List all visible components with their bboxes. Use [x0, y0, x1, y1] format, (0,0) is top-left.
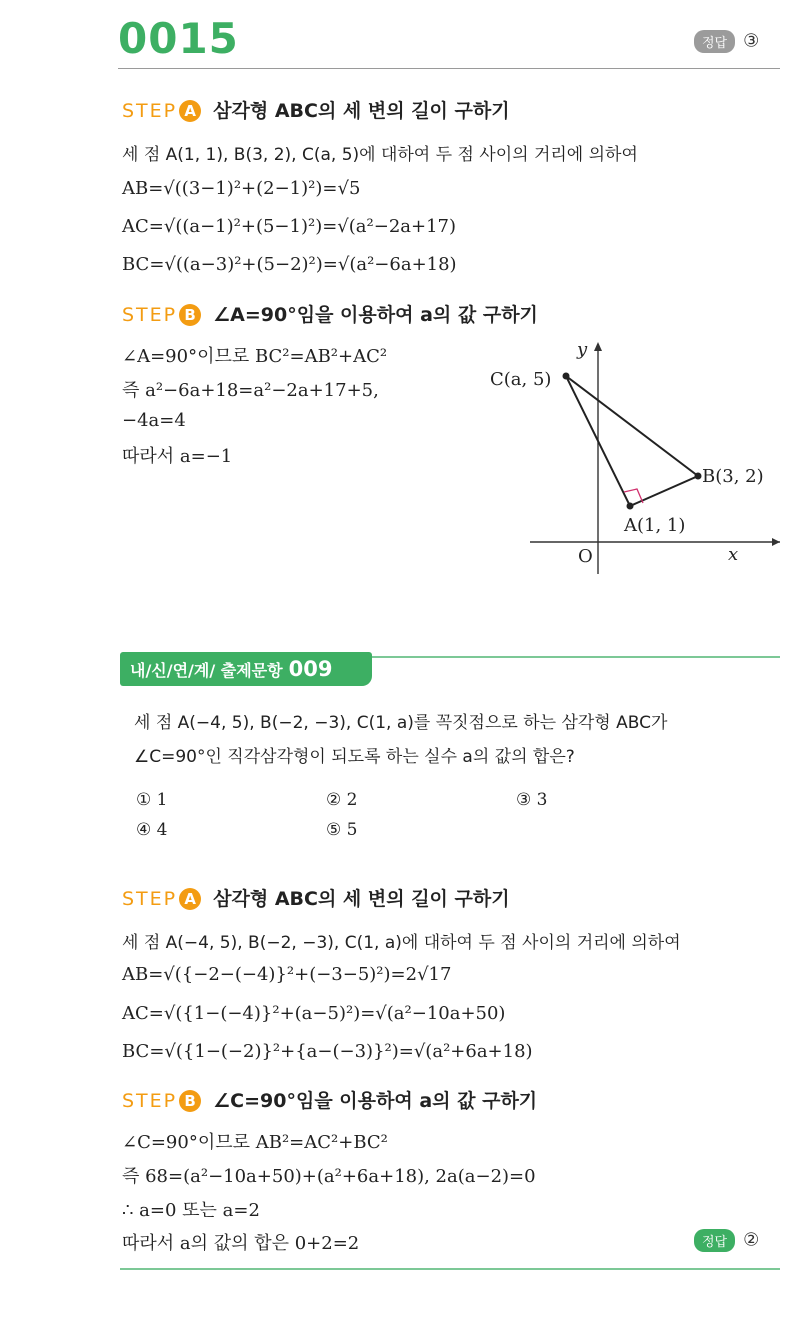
choice-1: ① 1 — [136, 790, 168, 810]
choice-4: ④ 4 — [136, 820, 168, 840]
s2-intro: 세 점 A(−4, 5), B(−2, −3), C(1, a)에 대하여 두 점 사이의 거리에 의하여 — [122, 933, 681, 953]
point-b-dot — [695, 473, 702, 480]
answer-label: 정답 — [694, 1229, 735, 1252]
step-title: ∠C=90°임을 이용하여 a의 값 구하기 — [213, 1090, 538, 1112]
y-axis-arrow — [594, 342, 602, 351]
answer-value: ③ — [743, 30, 760, 52]
s1-step-b — [122, 300, 538, 327]
s2-ac: AC=√({1−(−4)}²+(a−5)²)=√(a²−10a+50) — [122, 1003, 506, 1024]
answer-label: 정답 — [694, 30, 735, 53]
step-label: STEP — [122, 888, 178, 910]
triangle-figure — [470, 330, 790, 580]
s1-intro: 세 점 A(1, 1), B(3, 2), C(a, 5)에 대하여 두 점 사이의 거리에 의하여 — [122, 145, 638, 165]
step-title: 삼각형 ABC의 세 변의 길이 구하기 — [213, 888, 510, 910]
header-divider — [118, 68, 780, 69]
related-problem-banner — [120, 652, 372, 686]
s2-line-2: 즉 68=(a²−10a+50)+(a²+6a+18), 2a(a−2)=0 — [122, 1166, 536, 1187]
step-title: 삼각형 ABC의 세 변의 길이 구하기 — [213, 100, 510, 122]
banner-text: 내/신/연/계/ 출제문항 — [130, 661, 283, 680]
answer-box — [694, 30, 759, 53]
point-c-label: C(a, 5) — [490, 369, 552, 390]
s2-ab: AB=√({−2−(−4)}²+(−3−5)²)=2√17 — [122, 964, 452, 985]
s2-line-1: ∠C=90°이므로 AB²=AC²+BC² — [122, 1132, 388, 1153]
question-line-1: 세 점 A(−4, 5), B(−2, −3), C(1, a)를 꼭짓점으로 하는 삼각형 ABC가 — [134, 713, 668, 733]
step-title: ∠A=90°임을 이용하여 a의 값 구하기 — [213, 304, 538, 326]
step-label: STEP — [122, 304, 178, 326]
s2-line-4: 따라서 a의 값의 합은 0+2=2 — [122, 1233, 360, 1254]
x-axis-arrow — [772, 538, 780, 546]
problem-number: 0015 — [118, 14, 239, 63]
triangle-abc — [566, 376, 698, 506]
x-axis-label: x — [728, 544, 739, 565]
s2-step-a — [122, 884, 510, 911]
step-label: STEP — [122, 100, 178, 122]
step-badge: B — [179, 304, 201, 326]
choice-5: ⑤ 5 — [326, 820, 358, 840]
y-axis-label: y — [577, 339, 588, 360]
step-label: STEP — [122, 1090, 178, 1112]
choice-3: ③ 3 — [516, 790, 548, 810]
banner-number: 009 — [288, 657, 333, 681]
s2-line-3: ∴ a=0 또는 a=2 — [122, 1200, 260, 1221]
step-badge: A — [179, 100, 201, 122]
s1-bc: BC=√((a−3)²+(5−2)²)=√(a²−6a+18) — [122, 254, 457, 275]
s2-bc: BC=√({1−(−2)}²+{a−(−3)}²)=√(a²+6a+18) — [122, 1041, 533, 1062]
answer-box-2 — [694, 1229, 759, 1252]
step-badge: A — [179, 888, 201, 910]
point-c-dot — [563, 373, 570, 380]
origin-label: O — [578, 546, 593, 567]
step-badge: B — [179, 1090, 201, 1112]
s1-line-2: 즉 a²−6a+18=a²−2a+17+5, — [122, 380, 379, 401]
question-line-2: ∠C=90°인 직각삼각형이 되도록 하는 실수 a의 값의 합은? — [134, 747, 575, 767]
point-a-dot — [627, 503, 634, 510]
s1-line-3: −4a=4 — [122, 410, 186, 431]
s2-step-b — [122, 1086, 537, 1113]
s1-line-1: ∠A=90°이므로 BC²=AB²+AC² — [122, 346, 388, 367]
s1-step-a — [122, 96, 510, 123]
choice-2: ② 2 — [326, 790, 358, 810]
s1-ac: AC=√((a−1)²+(5−1)²)=√(a²−2a+17) — [122, 216, 457, 237]
point-b-label: B(3, 2) — [702, 466, 764, 487]
point-a-label: A(1, 1) — [624, 515, 686, 536]
s1-line-4: 따라서 a=−1 — [122, 446, 233, 467]
s1-ab: AB=√((3−1)²+(2−1)²)=√5 — [122, 178, 361, 199]
answer-value: ② — [743, 1229, 760, 1251]
footer-divider — [120, 1268, 780, 1270]
